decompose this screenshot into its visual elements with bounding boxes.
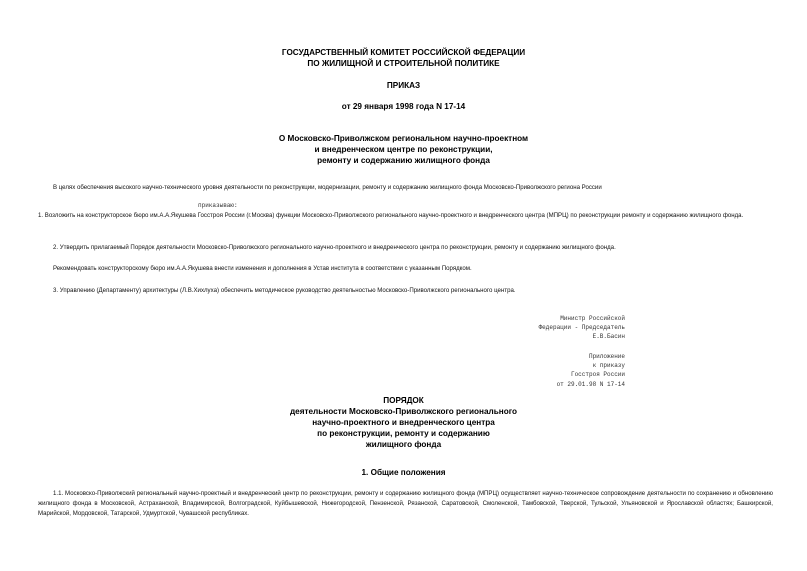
signature-name: Е.В.Басин <box>592 333 625 341</box>
order-item-1: 1. Возложить на конструкторское бюро им.А.А.Якушева Госстроя России (г.Москва) функции Московско-Приволжского регионального научно-проектного и внедренческого центра (МПРЦ) по реконструкции ремонту и содержанию жилищного фонда. <box>38 212 744 219</box>
orders-word: приказываю: <box>198 202 238 209</box>
appendix-line-4: от 29.01.98 N 17-14 <box>556 380 625 388</box>
signature-line-2: Федерации - Председатель <box>538 324 625 332</box>
procedure-title: ПОРЯДОК <box>383 396 424 405</box>
appendix-line-1: Приложение <box>588 353 625 360</box>
section-1-heading: 1. Общие положения <box>361 468 446 477</box>
document-title-line-3: ремонту и содержанию жилищного фонда <box>317 156 490 165</box>
document-title-line-1: О Московско-Приволжском региональном научно-проектном <box>278 134 529 143</box>
issuer-line-2: ПО ЖИЛИЩНОЙ И СТРОИТЕЛЬНОЙ ПОЛИТИКЕ <box>307 59 500 68</box>
procedure-subtitle-line-3: по реконструкции, ремонту и содержанию <box>317 429 490 438</box>
appendix-line-2: к приказу <box>592 362 625 370</box>
document-type: ПРИКАЗ <box>386 81 421 90</box>
appendix-line-3: Госстроя России <box>570 371 625 379</box>
recommendation-paragraph: Рекомендовать конструкторскому бюро им.А.А.Якушева внести изменения и дополнения в Устав института в соответствии с указанным Порядком. <box>53 265 472 272</box>
signature-line-1: Министр Российской <box>560 315 625 322</box>
order-item-2: 2. Утвердить прилагаемый Порядок деятельности Московско-Приволжского регионального научно-проектного и внедренческого центра по реконструкции, ремонту и содержанию жилищного фонда. <box>53 244 616 251</box>
signature-block <box>480 314 625 342</box>
procedure-subtitle-line-2: научно-проектного и внедренческого центра <box>312 418 495 427</box>
procedure-subtitle-line-1: деятельности Московско-Приволжского регионального <box>289 407 518 416</box>
document-title-line-2: и внедренческом центре по реконструкции, <box>314 145 493 154</box>
preamble-paragraph: В целях обеспечения высокого научно-технического уровня деятельности по реконструкции, модернизации, ремонту и содержанию жилищного фонда Московско-Приволжского региона России <box>53 184 602 191</box>
issuer-line-1: ГОСУДАРСТВЕННЫЙ КОМИТЕТ РОССИЙСКОЙ ФЕДЕРАЦИИ <box>281 48 526 57</box>
section-1-paragraph-1: 1.1. Московско-Приволжский региональный научно-проектный и внедренческий центр по реконструкции, ремонту и содержанию жилищного фонда (МПРЦ) осуществляет научно-техническое сопровождение деятельности по сохранению и обновлению жилищного фонда в Московской, Астраханской, Владимирской, Волгоградской, Куйбышевской, Нижегородской, Пензенской, Рязанской, Саратовской, Смоленской, Тамбовской, Тверской, Тульской, Ульяновской и Ярославской областях; Башкирской, Марийской, Мордовской, Татарской, Удмуртской, Чувашской республиках. <box>38 490 773 517</box>
document-date-number: от 29 января 1998 года N 17-14 <box>341 102 466 111</box>
order-item-3: 3. Управлению (Департаменту) архитектуры (Л.В.Хихлуха) обеспечить методическое руководство деятельностью Московско-Приволжского регионального центра. <box>53 287 516 294</box>
appendix-reference <box>480 352 625 389</box>
procedure-subtitle-line-4: жилищного фонда <box>365 440 442 449</box>
